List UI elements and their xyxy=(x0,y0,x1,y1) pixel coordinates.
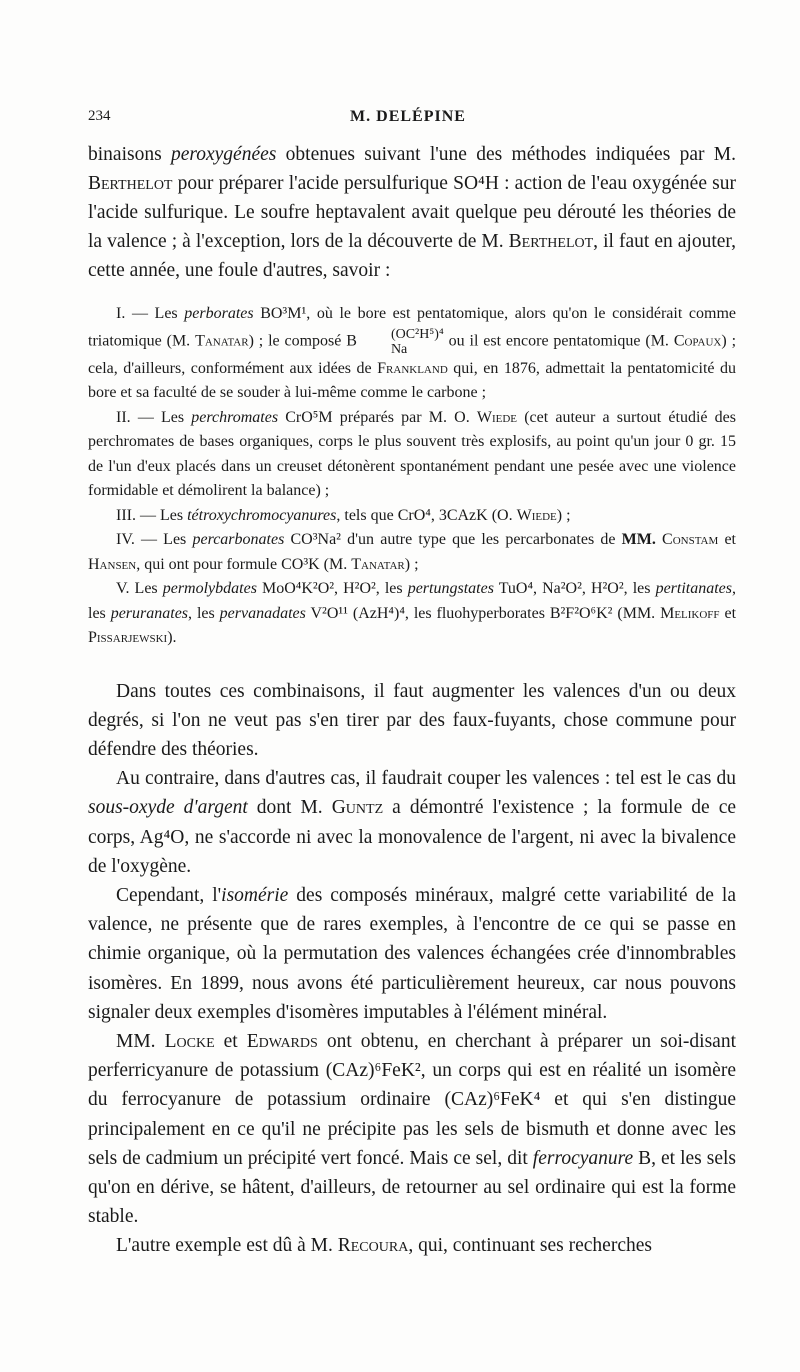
page-number: 234 xyxy=(88,108,111,124)
paragraph-sous-oxyde: Au contraire, dans d'autres cas, il faudrait couper les valences : tel est le cas du sous-oxyde d'argent dont M. Guntz a démontré l'existence ; la formule de ce corps, Ag⁴O, ne s'accorde ni avec la monovalence de l'argent, ni avec la bivalence de l'oxygène. xyxy=(88,768,736,877)
list-item-perchromates: II. — Les perchromates CrO⁵M préparés par M. O. Wiede (cet auteur a surtout étudié des perchromates de bases organiques, corps le plus souvent très explosifs, au point qu'un jour 0 gr. 15 de l'un d'eux placés dans un creuset détonèrent spontanément pendant une pesée avec une violence formidable et démolirent la balance) ; xyxy=(88,408,736,499)
running-head: M. DELÉPINE xyxy=(350,108,466,125)
paragraph-valences: Dans toutes ces combinaisons, il faut augmenter les valences d'un ou deux degrés, si l'on ne veut pas s'en tirer par des faux-fuyants, chose commune pour défendre des théories. xyxy=(88,680,736,760)
list-item-permolybdates: V. Les permolybdates MoO⁴K²O², H²O², les pertungstates TuO⁴, Na²O², H²O², les pertitanates, les peruranates, les pervanadates V²O¹¹ (AzH⁴)⁴, les fluohyperborates B²F²O⁶K² (MM. Melikoff et Pissarjewski). xyxy=(88,580,737,646)
list-item-perborates: I. — Les perborates BO³M¹, où le bore est pentatomique, alors qu'on le considérait comme triatomique (M. Tanatar) ; le composé B (OC²H⁵)⁴ Na ou il est encore pentatomique (M. Copaux) ; cela, d'ailleurs, conformément aux idées de Frankland qui, en 1876, admettait la pentatomicité du bore et sa faculté de se souder à lui-même comme le carbone ; xyxy=(88,305,737,401)
paragraph-locke-edwards: MM. Locke et Edwards ont obtenu, en cherchant à préparer un soi-disant perferricyanure de potassium (CAz)⁶FeK², un corps qui est en réalité un isomère du ferrocyanure de potassium ordinaire (CAz)⁶FeK⁴ et qui s'en distingue principalement en ce qu'il ne précipite pas les sels de bismuth et donne avec les sels de cadmium un précipité vert foncé. Mais ce sel, dit ferrocyanure B, et les sels qu'on en dérive, se hâtent, d'ailleurs, de retourner au sel ordinaire qui est la forme stable. xyxy=(88,1030,737,1228)
list-item-percarbonates: IV. — Les percarbonates CO³Na² d'un autre type que les percarbonates de MM. Constam et Hansen, qui ont pour formule CO³K (M. Tanatar) ; xyxy=(88,531,736,573)
page-header xyxy=(88,108,728,132)
list-item-tetroxychromocyanures: III. — Les tétroxychromocyanures, tels que CrO⁴, 3CAzK (O. Wiede) ; xyxy=(116,506,571,524)
intro-paragraph: binaisons peroxygénées obtenues suivant l'une des méthodes indiquées par M. Berthelot pour préparer l'acide persulfurique SO⁴H : action de l'eau oxygénée sur l'acide sulfurique. Le soufre heptavalent avait quelque peu dérouté les théories de la valence ; à l'exception, lors de la découverte de M. Berthelot, il faut en ajouter, cette année, une foule d'autres, savoir : xyxy=(88,144,737,281)
compound-list xyxy=(88,302,736,651)
boron-formula: (OC²H⁵)⁴ Na xyxy=(390,326,444,357)
page-body xyxy=(88,140,736,1261)
main-text xyxy=(88,677,736,1261)
paragraph-isomerie: Cependant, l'isomérie des composés minéraux, malgré cette variabilité de la valence, ne présente que de rares exemples, à l'encontre de ce qui se passe en chimie organique, où la permutation des valences échangées crée d'innombrables isomères. En 1899, nous avons été particulièrement heureux, car nous pouvons signaler deux exemples d'isomères imputables à l'élément minéral. xyxy=(88,884,736,1023)
paragraph-recoura: L'autre exemple est dû à M. Recoura, qui, continuant ses recherches xyxy=(116,1235,652,1257)
